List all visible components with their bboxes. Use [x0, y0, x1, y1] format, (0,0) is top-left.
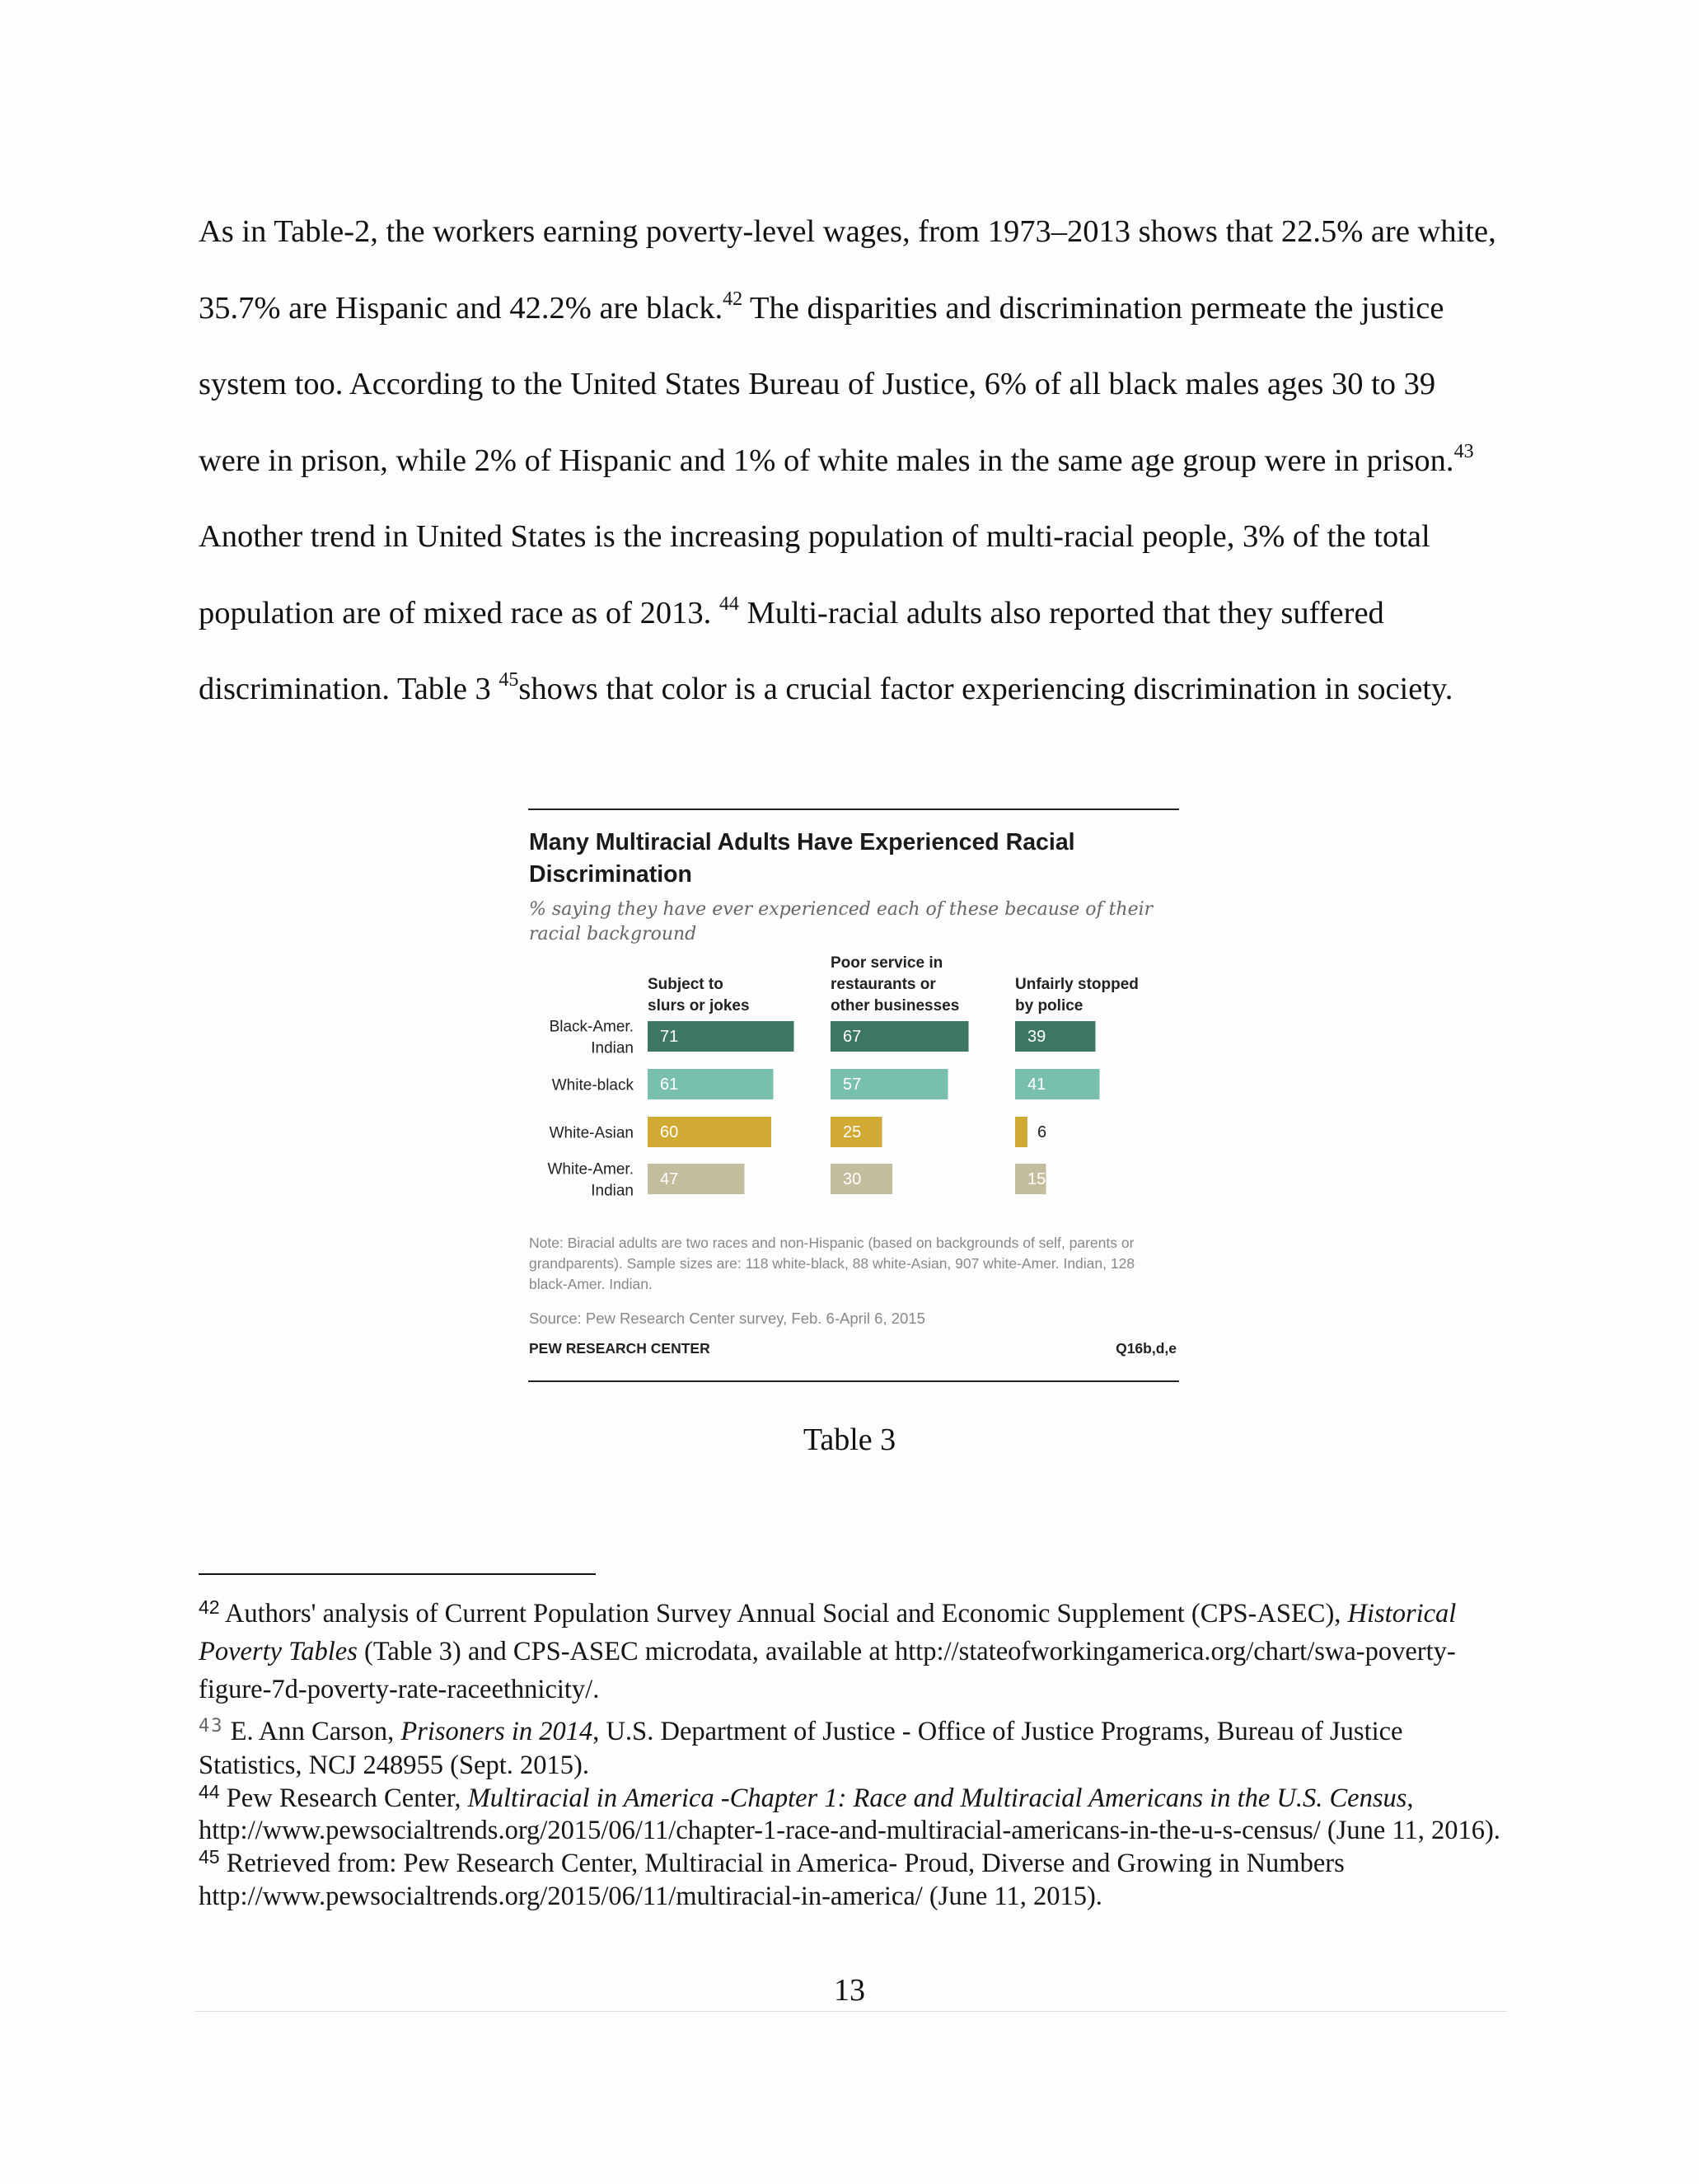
category-label: White-Asian — [549, 1124, 634, 1142]
bar-value-label: 61 — [660, 1076, 679, 1094]
chart-title: Many Multiracial Adults Have Experienced Racial Discrimination — [529, 829, 1075, 888]
bar-value-label: 41 — [1027, 1076, 1046, 1094]
figure-top-rule — [528, 808, 1179, 810]
category-label: White-black — [551, 1076, 634, 1094]
page-bottom-rule — [195, 2011, 1507, 2012]
panel-header-line: slurs or jokes — [648, 997, 750, 1015]
category-label: White-Amer. — [547, 1160, 634, 1179]
bar-value-label: 30 — [843, 1170, 862, 1188]
category-label: Black-Amer. — [549, 1018, 634, 1036]
category-label: Indian — [591, 1039, 634, 1057]
bar-value-label: 6 — [1037, 1123, 1047, 1141]
bar-value-label: 25 — [843, 1123, 862, 1141]
figure-bottom-rule — [528, 1380, 1179, 1382]
panel-header-line: Unfairly stopped — [1015, 976, 1139, 993]
footnote-ref-45[interactable]: 45 — [498, 669, 519, 691]
footnote-ref-43[interactable]: 43 — [1453, 440, 1474, 462]
panel-header-line: Poor service in — [831, 954, 943, 972]
body-text-1: As in Table-2, the workers earning poverty-level wages, from 1973–2013 shows that 22.5% are white, 35.7% are Hispanic and 42.2% are black. — [199, 214, 1496, 326]
bar-chart — [528, 954, 1179, 1221]
footnote-title: Historical Poverty Tables — [199, 1599, 1457, 1666]
bar-value-label: 39 — [1027, 1028, 1046, 1046]
footnote-43: $^{43}$ E. Ann Carson, Prisoners in 2014, U.S. Department of Justice - Office of Justice Programs, Bureau of Justice Statistics, NCJ 248955 (Sept. 2015). — [199, 1716, 1403, 1780]
body-text-2: The disparities and discrimination permeate the justice system too. According to the United States Bureau of Justice, 6% of all black males ages 30 to 39 were in prison, while 2% of Hispanic and 1% of white males in the same age group were in prison. — [199, 290, 1454, 478]
footnote-mark: 43 — [199, 1716, 224, 1736]
footnote-title: Multiracial in America -Chapter 1: Race and Multiracial Americans in the U.S. Census — [467, 1783, 1407, 1813]
panel-header-line: Subject to — [648, 976, 723, 993]
bar-value-label: 60 — [660, 1123, 679, 1141]
page-number: 13 — [834, 1973, 865, 2008]
category-label: Indian — [591, 1182, 634, 1200]
panel-header-line: other businesses — [831, 997, 960, 1015]
bar-white-amer-indian-2 — [831, 1164, 892, 1194]
bar-value-label: 67 — [843, 1028, 862, 1046]
chart-figure — [528, 808, 1179, 1383]
chart-org-label: PEW RESEARCH CENTER — [529, 1340, 710, 1357]
footnotes — [199, 1595, 1500, 1913]
table-caption: Table 3 — [803, 1422, 896, 1457]
chart-question-code: Q16b,d,e — [1116, 1340, 1177, 1357]
body-paragraph — [199, 194, 1500, 728]
chart-subtitle: % saying they have ever experienced each of these because of their racial background — [529, 899, 1154, 944]
bar-value-label: 47 — [660, 1170, 679, 1188]
panel-header-line: by police — [1015, 997, 1084, 1015]
panel-header-line: restaurants or — [831, 976, 936, 993]
footnote-mark: 45 — [199, 1846, 220, 1868]
bar-value-label: 71 — [660, 1028, 679, 1046]
body-text-3: Another trend in United States is the increasing population of multi-racial people, 3% of the total population are of mixed race as of 2013. — [199, 519, 1430, 630]
footnote-45: $^{45}$ Retrieved from: Pew Research Center, Multiracial in America- Proud, Diverse and Growing in Numbers http://www.pewsocialtrends.org/2015/06/11/multiracial-in-america/ (June 11, 2015). — [199, 1846, 1345, 1911]
footnote-mark: 44 — [199, 1781, 220, 1802]
chart-note: Note: Biracial adults are two races and non-Hispanic (based on backgrounds of self, parents or grandparents). Sample sizes are: 118 white-black, 88 white-Asian, 907 white-Amer. Indian, 128 black-Amer. Indian. — [529, 1235, 1135, 1292]
footnote-separator — [199, 1573, 596, 1575]
footnote-mark: 42 — [199, 1596, 220, 1618]
body-text-4: Multi-racial adults also reported that they suffered discrimination. Table 3 — [199, 595, 1384, 706]
footnote-44: $^{44}$ Pew Research Center, Multiracial in America -Chapter 1: Race and Multiracial Americans in the U.S. Census, http://www.pewsocialtrends.org/2015/06/11/chapter-1-race-and-multiracial-americans-in-the-u-s-census/ (June 11, 2016). — [199, 1781, 1500, 1845]
footnote-title: Prisoners in 2014 — [400, 1717, 593, 1746]
bar-white-asian-3 — [1015, 1117, 1027, 1147]
footnote-ref-42[interactable]: 42 — [723, 288, 743, 310]
bar-value-label: 15 — [1027, 1170, 1046, 1188]
chart-source: Source: Pew Research Center survey, Feb. 6-April 6, 2015 — [529, 1310, 925, 1327]
bar-value-label: 57 — [843, 1076, 862, 1094]
footnote-42: $^{42}$ Authors' analysis of Current Population Survey Annual Social and Economic Supplement (CPS-ASEC), Historical Poverty Tables (Table 3) and CPS-ASEC microdata, available at http://stateofworkingamerica.org/chart/swa-poverty-figure-7d-poverty-rate-raceethnicity/. — [199, 1596, 1457, 1704]
footnote-ref-44[interactable]: 44 — [718, 593, 739, 615]
body-text-5: shows that color is a crucial factor experiencing discrimination in society. — [518, 672, 1453, 706]
